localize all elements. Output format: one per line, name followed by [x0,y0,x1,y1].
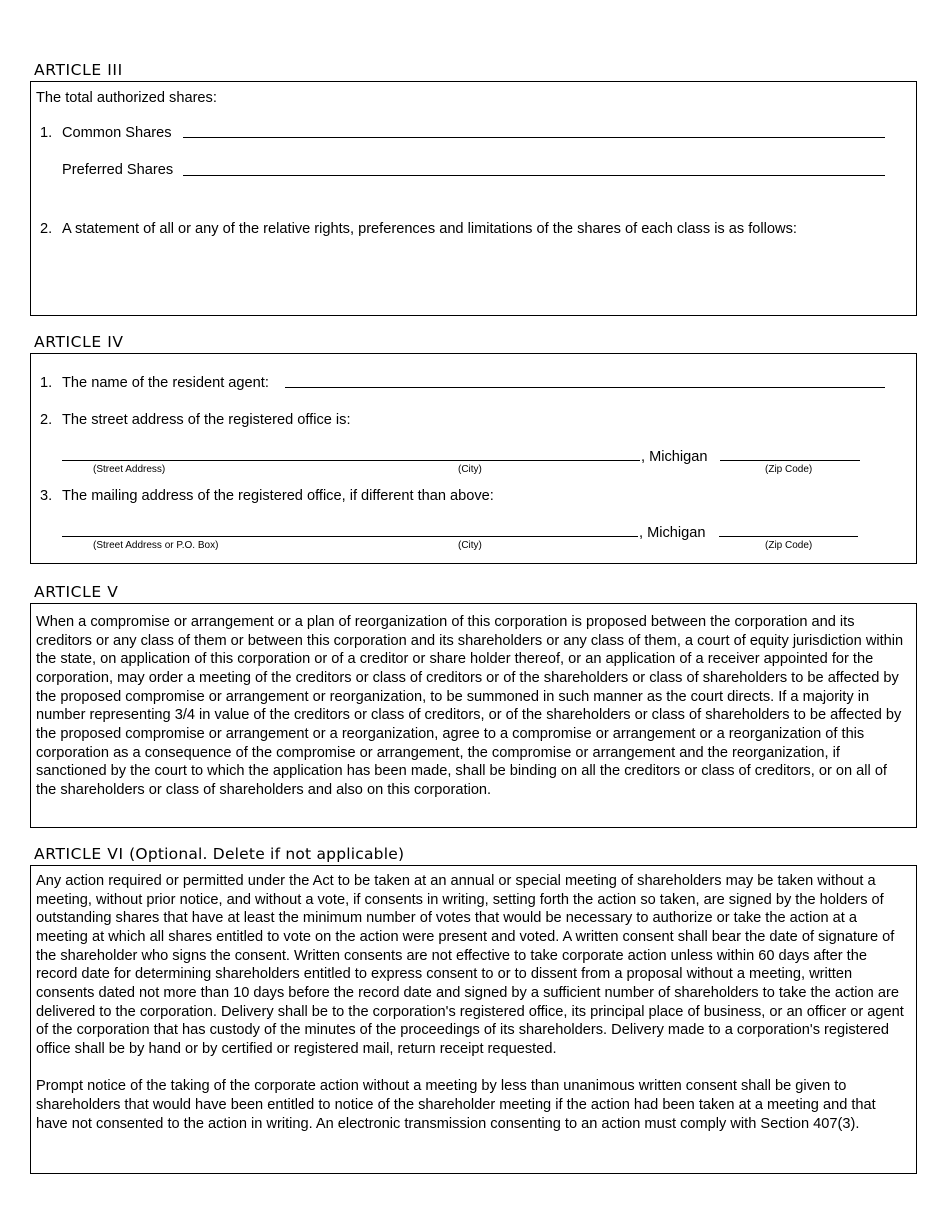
article-4-item-2-number: 2. [40,412,53,428]
article-6-heading [34,845,404,863]
article-3-heading: ARTICLE III [34,61,123,79]
resident-agent-field[interactable] [285,387,885,388]
mailing-michigan-label: , Michigan [639,525,706,541]
registered-office-zip-field[interactable] [720,460,860,461]
article-3-intro: The total authorized shares: [36,90,217,106]
zip-code-caption: (Zip Code) [765,464,813,475]
registered-office-label: The street address of the registered office is: [62,412,351,428]
article-5-box [30,603,917,828]
street-address-caption: (Street Address) [93,464,166,475]
article-5-heading: ARTICLE V [34,583,119,601]
article-4-item-3-number: 3. [40,488,53,504]
resident-agent-label: The name of the resident agent: [62,375,269,391]
article-6-paragraph-2: Prompt notice of the taking of the corporate action without a meeting by less than unanimous written consent shall be given to shareholders that would have been entitled to notice of the shareholder meeting if the action had been taken at a meeting and that have not consented to the action in writing. An electronic transmission consenting to an action must comply with Section 407(3). [36,1078,876,1132]
city-caption: (City) [458,464,482,475]
article-6-paragraph-1: Any action required or permitted under the Act to be taken at an annual or special meeting of shareholders may be taken without a meeting, without prior notice, and without a vote, if consents in writing, setting forth the action so taken, are signed by the holders of outstanding shares that have at least the minimum number of votes that would be necessary to authorize or take the action at a meeting at which all shares entitled to vote on the action were present and voted. A written consent shall bear the date of signature of the shareholder who signs the consent. Written consents are not effective to take corporate action unless within 60 days after the record date for determining shareholders entitled to express consent to or to dissent from a proposal without a meeting, written consents dated not more than 10 days before the record date and signed by a sufficient number of shareholders to take the action are delivered to the corporation. Delivery shall be to the corporation's registered office, its principal place of business, or an officer or agent of the corporation that has custody of the minutes of the proceedings of its shareholders. Delivery made to a corporation's registered office shall be by hand or by certified or registered mail, return receipt requested. [36,873,904,1057]
registered-office-address-field[interactable] [62,460,640,461]
mailing-zip-field[interactable] [719,536,858,537]
article-3-item-2-text: A statement of all or any of the relative rights, preferences and limitations of the shares of each class is as follows: [62,221,797,237]
article-5-text: When a compromise or arrangement or a plan of reorganization of this corporation is proposed between the corporation and its creditors or any class of them or between this corporation and its shareholders or any class of them, a court of equity jurisdiction within the state, on application of this corporation or of a creditor or share holder thereof, or an application of a receiver appointed for the corporation, may order a meeting of the creditors or class of creditors or of the shareholders or class of shareholders to be affected by the proposed compromise or arrangement or reorganization, to be summoned in such manner as the court directs. If a majority in number representing 3/4 in value of the creditors or class of creditors, or of the shareholders or class of shareholders to be affected by the proposed compromise or arrangement or a reorganization, agree to a compromise or arrangement or a reorganization of this corporation as a consequence of the compromise or arrangement, the compromise or arrangement and the reorganization, if sanctioned by the court to which the application has been made, shall be binding on all the creditors or class of creditors, or on all of the shareholders or class of shareholders and also on this corporation. [36,614,904,798]
mailing-city-caption: (City) [458,540,482,551]
article-3-item-2-number: 2. [40,221,53,237]
article-4-box [30,353,917,564]
mailing-street-caption: (Street Address or P.O. Box) [93,540,219,551]
mailing-address-label: The mailing address of the registered office, if different than above: [62,488,494,504]
mailing-address-field[interactable] [62,536,638,537]
michigan-label: , Michigan [641,449,708,465]
article-3-item-1-number: 1. [40,125,53,141]
common-shares-label: Common Shares [62,125,172,141]
common-shares-field[interactable] [183,137,885,138]
mailing-zip-caption: (Zip Code) [765,540,813,551]
article-3-box [30,81,917,316]
article-4-heading: ARTICLE IV [34,333,124,351]
preferred-shares-label: Preferred Shares [62,162,174,178]
article-6-box [30,865,917,1174]
article-4-item-1-number: 1. [40,375,53,391]
article-6-title: ARTICLE VI [34,845,124,863]
article-6-subheading: (Optional. Delete if not applicable) [129,845,405,863]
preferred-shares-field[interactable] [183,175,885,176]
